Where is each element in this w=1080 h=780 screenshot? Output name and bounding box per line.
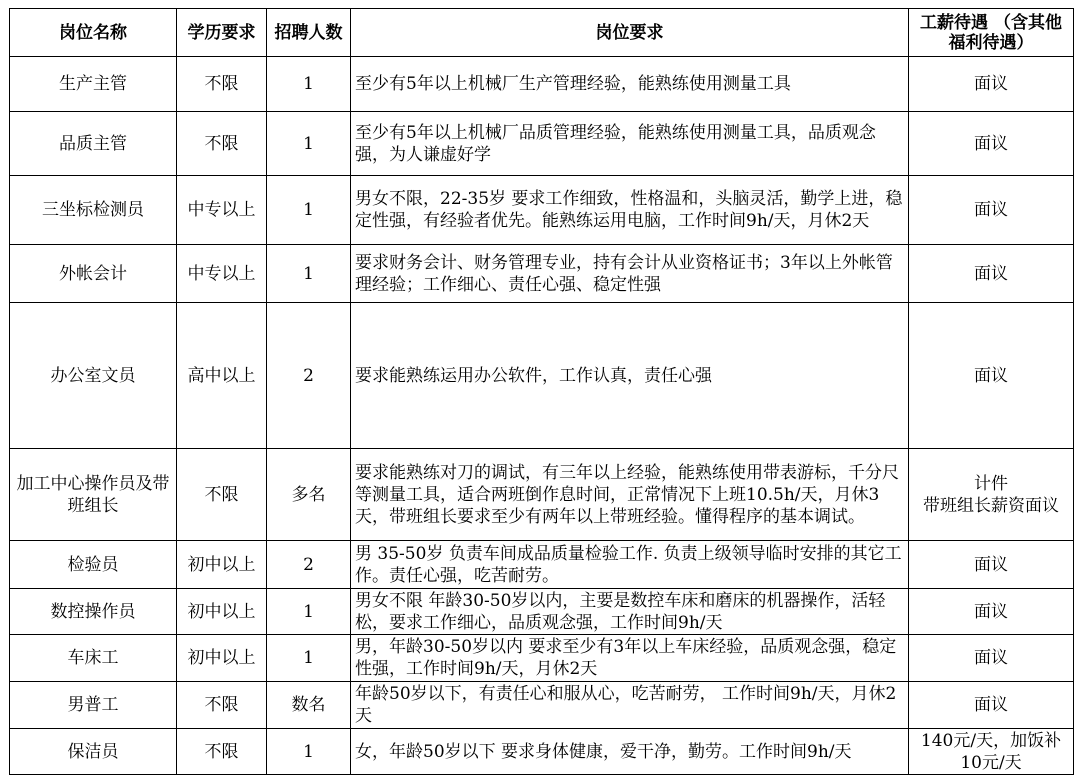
cell-salary: 面议	[909, 112, 1074, 176]
table-row	[10, 729, 1074, 775]
cell-salary: 面议	[909, 541, 1074, 589]
cell-position: 男普工	[10, 682, 177, 729]
cell-salary: 面议	[909, 635, 1074, 682]
cell-count: 1	[267, 57, 351, 112]
cell-salary: 面议	[909, 303, 1074, 449]
cell-position: 品质主管	[10, 112, 177, 176]
cell-position: 检验员	[10, 541, 177, 589]
cell-requirements: 男，年龄30-50岁以内 要求至少有3年以上车床经验，品质观念强，稳定性强，工作时间9h/天，月休2天	[351, 635, 909, 682]
table-row	[10, 112, 1074, 176]
table-row	[10, 176, 1074, 245]
cell-requirements: 要求能熟练对刀的调试，有三年以上经验，能熟练使用带表游标，千分尺等测量工具，适合两班倒作息时间，正常情况下上班10.5h/天，月休3天，带班组长要求至少有两年以上带班经验。懂得程序的基本调试。	[351, 449, 909, 541]
cell-education: 高中以上	[177, 303, 267, 449]
cell-count: 2	[267, 541, 351, 589]
cell-position: 生产主管	[10, 57, 177, 112]
header-count: 招聘人数	[267, 9, 351, 57]
recruitment-table-container	[9, 8, 1073, 775]
cell-salary: 计件 带班组长薪资面议	[909, 449, 1074, 541]
table-row	[10, 589, 1074, 635]
cell-count: 1	[267, 729, 351, 775]
cell-position: 外帐会计	[10, 245, 177, 303]
cell-position: 三坐标检测员	[10, 176, 177, 245]
cell-count: 数名	[267, 682, 351, 729]
cell-requirements: 要求能熟练运用办公软件，工作认真，责任心强	[351, 303, 909, 449]
cell-position: 车床工	[10, 635, 177, 682]
header-education: 学历要求	[177, 9, 267, 57]
recruitment-table	[9, 8, 1074, 775]
cell-education: 中专以上	[177, 176, 267, 245]
cell-count: 1	[267, 635, 351, 682]
cell-salary: 面议	[909, 589, 1074, 635]
cell-salary: 面议	[909, 245, 1074, 303]
cell-requirements: 男 35-50岁 负责车间成品质量检验工作. 负责上级领导临时安排的其它工作。责任心强，吃苦耐劳。	[351, 541, 909, 589]
table-row	[10, 541, 1074, 589]
cell-position: 加工中心操作员及带班组长	[10, 449, 177, 541]
cell-requirements: 男女不限，22-35岁 要求工作细致，性格温和，头脑灵活，勤学上进，稳定性强，有经验者优先。能熟练运用电脑，工作时间9h/天，月休2天	[351, 176, 909, 245]
cell-count: 多名	[267, 449, 351, 541]
table-row	[10, 682, 1074, 729]
cell-education: 不限	[177, 682, 267, 729]
cell-position: 保洁员	[10, 729, 177, 775]
cell-education: 不限	[177, 449, 267, 541]
cell-count: 1	[267, 176, 351, 245]
table-row	[10, 635, 1074, 682]
cell-count: 2	[267, 303, 351, 449]
header-position: 岗位名称	[10, 9, 177, 57]
cell-requirements: 至少有5年以上机械厂品质管理经验，能熟练使用测量工具，品质观念强，为人谦虚好学	[351, 112, 909, 176]
header-requirements: 岗位要求	[351, 9, 909, 57]
cell-education: 初中以上	[177, 541, 267, 589]
cell-salary: 面议	[909, 57, 1074, 112]
cell-salary: 面议	[909, 682, 1074, 729]
table-header-row	[10, 9, 1074, 57]
cell-education: 中专以上	[177, 245, 267, 303]
cell-requirements: 要求财务会计、财务管理专业，持有会计从业资格证书；3年以上外帐管理经验；工作细心、责任心强、稳定性强	[351, 245, 909, 303]
cell-education: 初中以上	[177, 635, 267, 682]
cell-salary: 面议	[909, 176, 1074, 245]
cell-count: 1	[267, 589, 351, 635]
cell-education: 不限	[177, 112, 267, 176]
cell-education: 不限	[177, 57, 267, 112]
table-row	[10, 449, 1074, 541]
cell-education: 初中以上	[177, 589, 267, 635]
cell-position: 数控操作员	[10, 589, 177, 635]
header-salary: 工薪待遇 （含其他福利待遇）	[909, 9, 1074, 57]
table-row	[10, 57, 1074, 112]
cell-salary: 140元/天，加饭补10元/天	[909, 729, 1074, 775]
cell-education: 不限	[177, 729, 267, 775]
cell-requirements: 男女不限 年龄30-50岁以内，主要是数控车床和磨床的机器操作，活轻松，要求工作细心，品质观念强，工作时间9h/天	[351, 589, 909, 635]
cell-requirements: 年龄50岁以下，有责任心和服从心，吃苦耐劳， 工作时间9h/天，月休2天	[351, 682, 909, 729]
cell-position: 办公室文员	[10, 303, 177, 449]
cell-count: 1	[267, 112, 351, 176]
table-row	[10, 303, 1074, 449]
table-row	[10, 245, 1074, 303]
cell-requirements: 女，年龄50岁以下 要求身体健康，爱干净，勤劳。工作时间9h/天	[351, 729, 909, 775]
cell-requirements: 至少有5年以上机械厂生产管理经验，能熟练使用测量工具	[351, 57, 909, 112]
cell-count: 1	[267, 245, 351, 303]
